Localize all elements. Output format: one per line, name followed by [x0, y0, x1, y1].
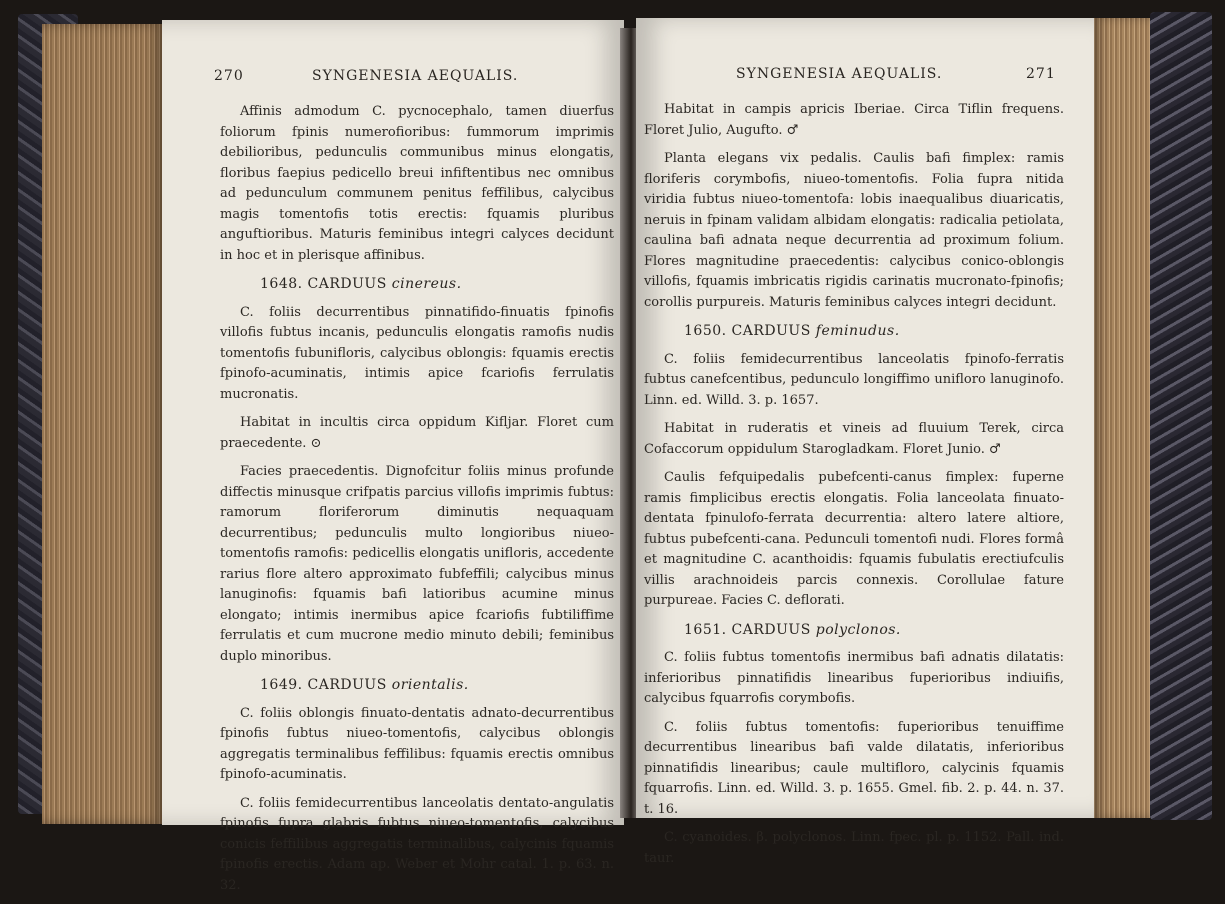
entry-number: 1651.: [684, 621, 727, 638]
paragraph: Caulis fefquipedalis pubefcenti-canus fimplex: fuperne ramis fimplicibus erectis elongatis. Folia lanceolata finuato-dentata fpinulofo-ferrata decurrentia: altero latere altiore, fubtus pubefcenti-cana. Pedunculi tomentofi nudi. Flores formâ et magnitudine C. acanthoidis: fquamis fubulatis erectiufculis villis arachnoideis parcis connexis. Corollulae fature purpureae. Facies C. deflorati.: [644, 470, 1064, 608]
paragraph: Habitat in ruderatis et vineis ad fluuium Terek, circa Cofaccorum oppidulum Starogladkam. Floret Junio. ♂: [644, 421, 1064, 457]
entry-species: polyclonos.: [815, 621, 901, 638]
running-title: SYNGENESIA AEQUALIS.: [312, 68, 519, 84]
page-number: 270: [214, 68, 244, 84]
running-title: SYNGENESIA AEQUALIS.: [736, 66, 943, 82]
page-edges-left: [42, 24, 164, 824]
paragraph: Facies praecedentis. Dignofcitur foliis minus profunde diffectis minusque crifpatis parcius villofis imprimis fubtus: ramorum floriferorum diminutis nequaquam decurrentibus; pedunculis multo longioribus niueo-tomentofis ramofis: pedicellis elongatis unifloris, accedente rarius flore altero approximato fubfeffili; calycibus minus lanuginofis: fquamis bafi latioribus acumine minus elongato; intimis inermibus apice fcariofis fubtiliffime ferrulatis et cum mucrone medio minuto debili; feminibus duplo minoribus.: [220, 464, 614, 664]
entry-species: feminudus.: [815, 323, 900, 339]
entry-genus: CARDUUS: [731, 621, 811, 638]
paragraph: C. foliis femidecurrentibus lanceolatis dentato-angulatis fpinofis fupra glabris fubtus niueo-tomentofis, calycibus conicis feffilibus aggregatis terminalibus, calycinis fquamis fpinofis erectis. Adam ap. Weber et Mohr catal. 1. p. 63. n. 32.: [220, 795, 614, 893]
entry-genus: CARDUUS: [731, 323, 811, 339]
paragraph: Affinis admodum C. pycnocephalo, tamen diuerfus foliorum fpinis numerofioribus: fummorum imprimis debilioribus, pedunculis communibus minus elongatis, floribus faepius pedicello breui infiftentibus nec omnibus ad pedunculum communem penitus feffilibus, calycibus magis tomentofis totis erectis: fquamis pluribus anguftioribus. Maturis feminibus integri calyces decidunt in hoc et in plerisque affinibus.: [220, 104, 614, 263]
book-cover-right: [1150, 12, 1212, 820]
paragraph: C. foliis femidecurrentibus lanceolatis fpinofo-ferratis fubtus canefcentibus, pedunculo longiffimo unifloro lanuginofo. Linn. ed. Willd. 3. p. 1657.: [644, 351, 1064, 408]
entry-number: 1648.: [260, 276, 303, 292]
paragraph: C. foliis oblongis finuato-dentatis adnato-decurrentibus fpinofis fubtus niueo-tomentofis, calycibus oblongis aggregatis terminalibus feffilibus: fquamis erectis omnibus fpinofo-acuminatis.: [220, 705, 614, 782]
paragraph: C. foliis fubtus tomentofis inermibus bafi adnatis dilatatis: inferioribus pinnatifidis linearibus fuperioribus indiuifis, calycibus fquarrofis corymbofis.: [644, 650, 1064, 706]
entry-number: 1649.: [260, 677, 303, 693]
entry-genus: CARDUUS: [307, 677, 387, 693]
page-number: 271: [1026, 66, 1056, 82]
entry-species: orientalis.: [391, 677, 469, 693]
entry-species: cinereus.: [391, 276, 462, 292]
paragraph: Planta elegans vix pedalis. Caulis bafi fimplex: ramis floriferis corymbofis, niueo-tomentofis. Folia fupra nitida viridia fubtus niueo-tomentofa: lobis inaequalibus diuaricatis, neruis in fpinam validam albidam elongatis: radicalia petiolata, caulina bafi adnata neque decurrentia ad proximum folium. Flores magnitudine praecedentis: calycibus conico-oblongis villofis, fquamis imbricatis rigidis carinatis mucronato-fpinofis; corollis purpureis. Maturis feminibus calyces integri decidunt.: [644, 151, 1064, 310]
entry-number: 1650.: [684, 323, 727, 339]
left-page-text: [220, 102, 614, 904]
page-edges-right: [1092, 18, 1150, 818]
paragraph: Habitat in incultis circa oppidum Kifljar. Floret cum praecedente. ⊙: [220, 415, 614, 451]
entry-heading: [220, 675, 614, 696]
entry-heading: [220, 274, 614, 295]
entry-heading: [644, 620, 1064, 641]
left-page: [162, 20, 624, 893]
right-page: [636, 18, 1094, 866]
paragraph: C. foliis decurrentibus pinnatifido-finuatis fpinofis villofis fubtus incanis, pedunculis elongatis ramofis nudis tomentofis fubunifloris, calycibus oblongis: fquamis erectis fpinofo-acuminatis, intimis apice fcariofis ferrulatis mucronatis.: [220, 304, 614, 402]
right-page-text: [644, 100, 1064, 877]
entry-genus: CARDUUS: [307, 276, 387, 292]
entry-heading: [644, 321, 1064, 342]
paragraph: C. foliis fubtus tomentofis: fuperioribus tenuiffime decurrentibus linearibus bafi valde dilatatis, inferioribus pinnatifidis linearibus; caule multifloro, calycinis fquamis fquarrofis. Linn. ed. Willd. 3. p. 1655. Gmel. fib. 2. p. 44. n. 37. t. 16.: [644, 719, 1064, 817]
paragraph: Habitat in campis apricis Iberiae. Circa Tiflin frequens. Floret Julio, Augufto. ♂: [644, 102, 1064, 138]
paragraph: C. cyanoides. β. polyclonos. Linn. fpec. pl. p. 1152. Pall. ind. taur.: [644, 830, 1064, 866]
